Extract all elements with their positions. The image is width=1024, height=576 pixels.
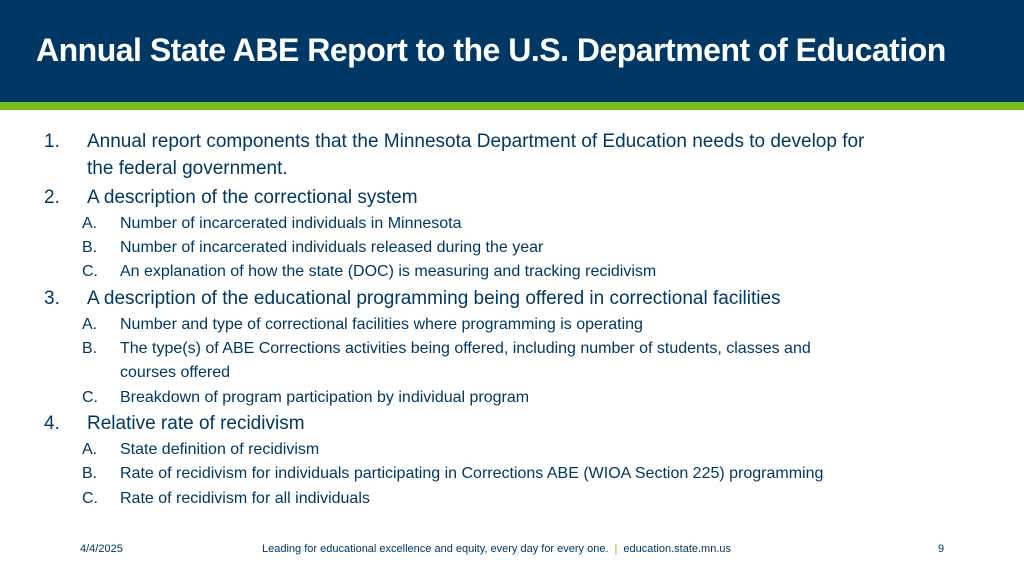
sub-text: Breakdown of program participation by individual program [120,389,530,406]
list-text: the federal government. [87,158,288,179]
sub-letter: B. [82,465,98,482]
footer-tagline-group [262,541,731,557]
sub-text: courses offered [120,364,230,381]
list-number: 3. [44,288,60,309]
list-text: Relative rate of recidivism [87,413,305,434]
footer-separator: | [614,543,618,555]
sub-text: Number of incarcerated individuals released during the year [120,239,544,256]
footer-date: 4/4/2025 [80,543,123,555]
footer-tagline: Leading for educational excellence and equity, every day for every one. [262,543,609,555]
sub-letter: B. [82,340,98,357]
sub-text: Number and type of correctional facilities where programming is operating [120,316,643,333]
sub-letter: C. [82,490,98,507]
sub-text: An explanation of how the state (DOC) is measuring and tracking recidivism [120,263,657,280]
sub-text: Rate of recidivism for all individuals [120,490,370,507]
sub-text: The type(s) of ABE Corrections activities being offered, including number of students, classes and [120,340,811,357]
list-text: A description of the correctional system [87,187,418,208]
sub-text: State definition of recidivism [120,441,320,458]
sub-letter: B. [82,239,98,256]
list-number: 2. [44,187,60,208]
sub-letter: A. [82,316,98,333]
sub-letter: C. [82,263,98,280]
sub-letter: A. [82,215,98,232]
list-number: 1. [44,131,60,152]
page-number: 9 [938,543,945,555]
list-text: Annual report components that the Minnesota Department of Education needs to develop for [87,131,865,152]
slide-title: Annual State ABE Report to the U.S. Department of Education [36,32,946,68]
list-number: 4. [44,413,60,434]
sub-text: Rate of recidivism for individuals participating in Corrections ABE (WIOA Section 225) programming [120,465,824,482]
list-text: A description of the educational programming being offered in correctional facilities [87,288,781,309]
sub-letter: C. [82,389,98,406]
sub-letter: A. [82,441,98,458]
sub-text: Number of incarcerated individuals in Minnesota [120,215,462,232]
footer-website-link[interactable]: education.state.mn.us [623,543,732,555]
